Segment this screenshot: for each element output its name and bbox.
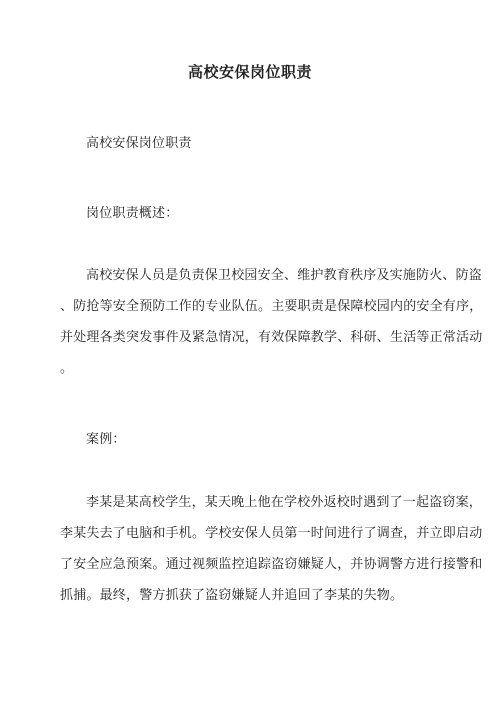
case-line: 李某失去了电脑和手机。学校安保人员第一时间进行了调查，并立即启动: [60, 526, 483, 541]
case-line: 了安全应急预案。通过视频监控追踪盗窃嫌疑人，并协调警方进行接警和: [60, 557, 483, 572]
overview-paragraph: [60, 260, 483, 384]
overview-line: 。: [60, 361, 74, 376]
overview-label: 岗位职责概述：: [86, 206, 179, 221]
document-title: 高校安保岗位职责: [187, 63, 312, 81]
section-heading: 高校安保岗位职责: [86, 136, 192, 151]
overview-line: 高校安保人员是负责保卫校园安全、维护教育秩序及实施防火、防盗: [86, 268, 483, 283]
case-line: 抓捕。最终，警方抓获了盗窃嫌疑人并追回了李某的失物。: [60, 588, 404, 603]
case-label: 案例：: [86, 432, 126, 447]
case-line: 李某是某高校学生，某天晚上他在学校外返校时遇到了一起盗窃案，: [86, 495, 483, 510]
overview-line: 并处理各类突发事件及紧急情况，有效保障教学、科研、生活等正常活动: [60, 330, 483, 345]
overview-line: 、防抢等安全预防工作的专业队伍。主要职责是保障校园内的安全有序，: [60, 299, 483, 314]
case-paragraph: [60, 487, 483, 611]
